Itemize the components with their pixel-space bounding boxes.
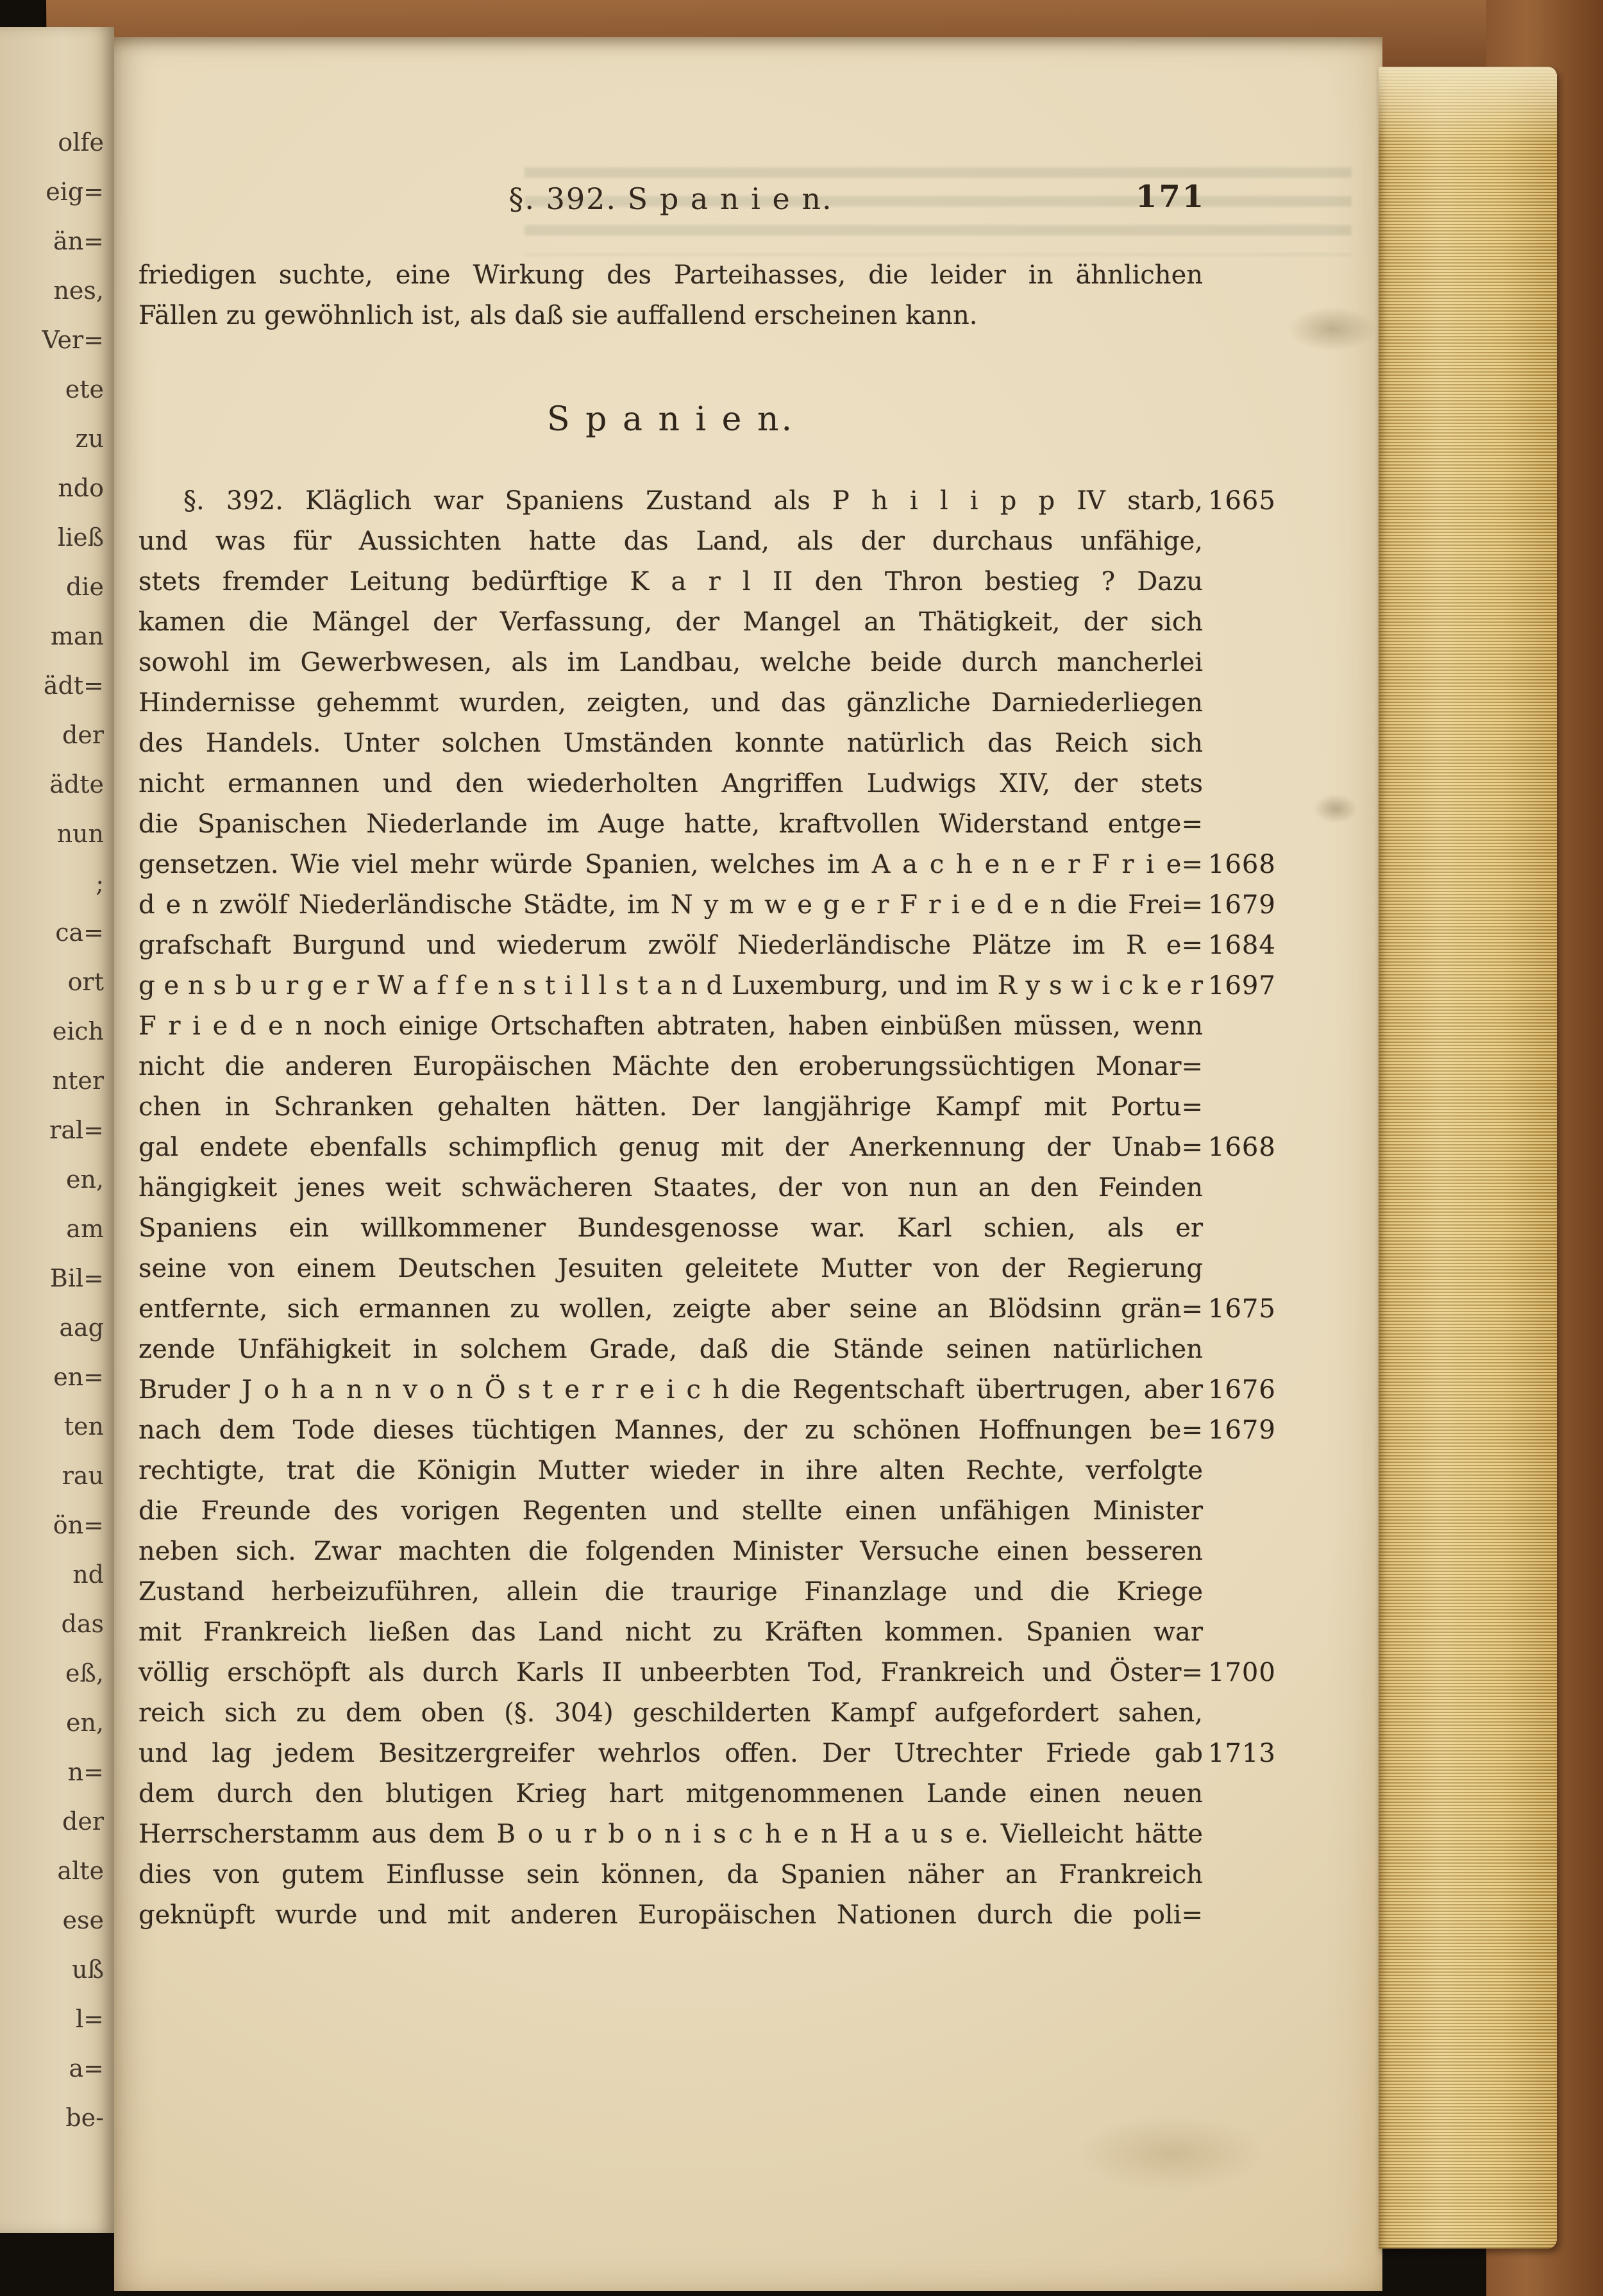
text-line (138, 1774, 1203, 1814)
line-text: g e n s b u r g e r W a f f e n s t i l l s t a n d Luxemburg, und im R y s w i c k e r (138, 971, 1203, 1000)
margin-year: 1679 (1208, 1415, 1276, 1445)
page-header (138, 179, 1206, 223)
facing-page-fragment (0, 316, 114, 365)
text-line (138, 845, 1276, 885)
text-line (138, 296, 1203, 336)
facing-page-fragment (0, 1303, 114, 1353)
line-text: ese (62, 1906, 104, 1934)
text-line (138, 966, 1276, 1006)
facing-page-fragment (0, 513, 114, 562)
line-text: Zustand herbeizuführen, allein die traurige Finanzlage und die Kriege (138, 1577, 1203, 1607)
text-line (138, 723, 1203, 764)
facing-page-fragment (0, 2044, 114, 2093)
facing-page-fragment (0, 859, 114, 908)
line-text: eß, (65, 1659, 104, 1687)
facing-page-fragment (0, 464, 114, 513)
facing-page-fragment (0, 1600, 114, 1649)
line-text: sowohl im Gewerbwesen, als im Landbau, welche beide durch mancherlei (138, 648, 1203, 677)
line-text: ca= (55, 918, 104, 947)
facing-page-fragment (0, 1797, 114, 1846)
facing-page-fragment (0, 1995, 114, 2044)
line-text: geknüpft wurde und mit anderen Europäischen Nationen durch die poli= (138, 1900, 1203, 1930)
line-text: nun (56, 820, 104, 848)
text-line (138, 1289, 1276, 1329)
text-line (138, 562, 1203, 602)
line-text: ndo (58, 474, 104, 502)
line-text: die (66, 573, 104, 601)
line-text: der (62, 721, 104, 749)
line-text: die Freunde des vorigen Regenten und stellte einen unfähigen Minister (138, 1496, 1203, 1526)
facing-page-fragment (0, 2093, 114, 2143)
line-text: des Handels. Unter solchen Umständen konnte natürlich das Reich sich (138, 729, 1203, 758)
facing-page-fragment (0, 1501, 114, 1550)
text-line (138, 804, 1203, 845)
facing-page-fragment (0, 661, 114, 711)
text-line (138, 1693, 1203, 1734)
text-line (138, 255, 1203, 296)
line-text: n= (67, 1758, 104, 1786)
line-text: seine von einem Deutschen Jesuiten geleitete Mutter von der Regierung (138, 1254, 1203, 1283)
line-text: Bil= (49, 1264, 104, 1292)
facing-page-fragment (0, 908, 114, 958)
line-text: ; (96, 869, 104, 897)
line-text: en, (65, 1165, 104, 1194)
text-line (138, 925, 1276, 966)
facing-page-fragment (0, 167, 114, 217)
facing-page-fragment (0, 1846, 114, 1896)
line-text: §. 392. Kläglich war Spaniens Zustand als P h i l i p p IV starb, (183, 486, 1203, 516)
text-line (138, 1006, 1203, 1047)
line-text: Herrscherstamm aus dem B o u r b o n i s c h e n H a u s e. Vielleicht hätte (138, 1819, 1203, 1849)
facing-page-fragment (0, 1106, 114, 1155)
facing-page-fragment (0, 809, 114, 859)
text-line (138, 1127, 1276, 1168)
paper-stain (1288, 307, 1377, 351)
facing-page-fragment (0, 1155, 114, 1204)
line-text: man (50, 622, 104, 650)
line-text: gal endete ebenfalls schimpflich genug mit der Anerkennung der Unab= (138, 1133, 1203, 1162)
facing-page-fragment (0, 1451, 114, 1501)
facing-page-fragment (0, 612, 114, 661)
text-line (138, 1895, 1203, 1936)
line-text: l= (76, 2005, 104, 2033)
text-line (138, 1410, 1276, 1451)
line-text: ädt= (43, 671, 104, 700)
text-line (138, 1734, 1276, 1774)
facing-page-fragment (0, 1402, 114, 1451)
text-line (138, 643, 1203, 683)
line-text: a= (69, 2054, 104, 2082)
facing-page-fragment (0, 217, 114, 266)
line-text: uß (72, 1955, 104, 1984)
margin-year: 1697 (1208, 971, 1276, 1000)
line-text: Fällen zu gewöhnlich ist, als daß sie auffallend erscheinen kann. (138, 301, 978, 330)
facing-page-fragment (0, 958, 114, 1007)
line-text: aag (59, 1313, 104, 1342)
text-line (138, 481, 1276, 521)
text-line (138, 1087, 1203, 1127)
text-line (138, 1047, 1203, 1087)
text-line (138, 885, 1276, 925)
text-line (138, 1855, 1203, 1895)
margin-year: 1665 (1208, 486, 1276, 516)
line-text: mit Frankreich ließen das Land nicht zu Kräften kommen. Spanien war (138, 1617, 1203, 1647)
line-text: rechtigte, trat die Königin Mutter wieder in ihre alten Rechte, verfolgte (138, 1456, 1203, 1485)
margin-year: 1668 (1208, 850, 1276, 879)
line-text: alte (57, 1857, 104, 1885)
line-text: das (61, 1610, 104, 1638)
line-text: reich sich zu dem oben (§. 304) geschilderten Kampf aufgefordert sahen, (138, 1698, 1203, 1728)
line-text: stets fremder Leitung bedürftige K a r l II den Thron bestieg ? Dazu (138, 567, 1203, 596)
text-line (138, 1168, 1203, 1208)
facing-page-fragment (0, 1353, 114, 1402)
facing-page-fragment (0, 1007, 114, 1056)
line-text: nes, (53, 276, 104, 305)
margin-year: 1668 (1208, 1133, 1276, 1162)
fore-edge-top-highlight (1379, 67, 1557, 144)
line-text: Hindernisse gehemmt wurden, zeigten, und das gänzliche Darniederliegen (138, 688, 1203, 718)
line-text: der (62, 1807, 104, 1836)
text-line (138, 521, 1203, 562)
facing-page-fragment (0, 365, 114, 414)
margin-year: 1684 (1208, 931, 1276, 960)
facing-page-edge (0, 27, 114, 2233)
line-text: am (66, 1215, 104, 1243)
facing-page-fragment (0, 1748, 114, 1797)
line-text: friedigen suchte, eine Wirkung des Parteihasses, die leider in ähnlichen (138, 260, 1203, 290)
text-line (138, 1532, 1203, 1572)
paper-stain (1076, 2115, 1268, 2192)
text-line (138, 683, 1203, 723)
line-text: kamen die Mängel der Verfassung, der Mangel an Thätigkeit, der sich (138, 607, 1203, 637)
line-text: gensetzen. Wie viel mehr würde Spanien, welches im A a c h e n e r F r i e= (138, 850, 1203, 879)
margin-year: 1676 (1208, 1375, 1276, 1405)
text-line (138, 602, 1203, 643)
line-text: Ver= (42, 326, 104, 354)
margin-year: 1675 (1208, 1294, 1276, 1324)
fore-edge-page-stack (1379, 67, 1557, 2249)
line-text: ral= (49, 1116, 104, 1144)
line-text: Bruder J o h a n n v o n Ö s t e r r e i c h die Regentschaft übertrugen, aber (138, 1375, 1203, 1405)
intro-paragraph (138, 255, 1203, 336)
text-line (138, 1491, 1203, 1532)
line-text: än= (53, 227, 104, 255)
line-text: ön= (53, 1511, 104, 1539)
line-text: d e n zwölf Niederländische Städte, im N y m w e g e r F r i e d e n die Frei= (138, 890, 1203, 920)
line-text: nicht die anderen Europäischen Mächte den eroberungssüchtigen Monar= (138, 1052, 1203, 1081)
margin-year: 1713 (1208, 1739, 1276, 1768)
line-text: F r i e d e n noch einige Ortschaften abtraten, haben einbüßen müssen, wenn (138, 1011, 1203, 1041)
line-text: chen in Schranken gehalten hätten. Der langjährige Kampf mit Portu= (138, 1092, 1203, 1122)
facing-page-fragment (0, 1698, 114, 1748)
main-paragraph (138, 481, 1276, 1936)
page-number: 171 (1136, 179, 1206, 215)
line-text: olfe (58, 128, 104, 156)
book-page (114, 37, 1382, 2291)
facing-page-fragment (0, 118, 114, 167)
text-line (138, 1249, 1203, 1289)
line-text: dem durch den blutigen Krieg hart mitgenommenen Lande einen neuen (138, 1779, 1203, 1809)
text-line (138, 1612, 1203, 1653)
text-line (138, 764, 1203, 804)
line-text: hängigkeit jenes weit schwächeren Staates, der von nun an den Feinden (138, 1173, 1203, 1203)
line-text: nicht ermannen und den wiederholten Angriffen Ludwigs XIV, der stets (138, 769, 1203, 798)
facing-page-fragment (0, 1896, 114, 1945)
facing-page-fragment (0, 1254, 114, 1303)
line-text: zu (75, 425, 104, 453)
line-text: grafschaft Burgund und wiederum zwölf Niederländische Plätze im R e= (138, 931, 1203, 960)
text-line (138, 1572, 1203, 1612)
line-text: eig= (46, 178, 104, 206)
facing-page-fragment (0, 1204, 114, 1254)
facing-page-fragment (0, 266, 114, 316)
text-line (138, 1370, 1276, 1410)
facing-page-fragment (0, 1550, 114, 1600)
facing-page-fragment (0, 711, 114, 760)
text-line (138, 1329, 1203, 1370)
line-text: en= (53, 1363, 104, 1391)
line-text: zende Unfähigkeit in solchem Grade, daß die Stände seinen natürlichen (138, 1335, 1203, 1364)
line-text: dies von gutem Einflusse sein können, da Spanien näher an Frankreich (138, 1860, 1203, 1889)
facing-page-fragment (0, 1945, 114, 1995)
running-head: §. 392. S p a n i e n. (508, 181, 833, 216)
facing-page-fragment (0, 562, 114, 612)
paper-stain (1313, 794, 1358, 823)
line-text: und lag jedem Besitzergreifer wehrlos offen. Der Utrechter Friede gab (138, 1739, 1203, 1768)
line-text: ädte (49, 770, 104, 798)
facing-page-fragment (0, 414, 114, 464)
line-text: be- (65, 2104, 104, 2132)
text-line (138, 1653, 1276, 1693)
line-text: entfernte, sich ermannen zu wollen, zeigte aber seine an Blödsinn grän= (138, 1294, 1203, 1324)
line-text: die Spanischen Niederlande im Auge hatte, kraftvollen Widerstand entge= (138, 809, 1203, 839)
line-text: ort (67, 968, 104, 996)
text-line (138, 1451, 1203, 1491)
margin-year: 1700 (1208, 1658, 1276, 1687)
facing-page-fragment (0, 1056, 114, 1106)
line-text: völlig erschöpft als durch Karls II unbeerbten Tod, Frankreich und Öster= (138, 1658, 1203, 1687)
facing-page-fragment (0, 760, 114, 809)
line-text: eich (52, 1017, 104, 1045)
line-text: rau (62, 1462, 104, 1490)
line-text: ten (63, 1412, 104, 1440)
line-text: ete (65, 375, 104, 403)
line-text: Spaniens ein willkommener Bundesgenosse war. Karl schien, als er (138, 1213, 1203, 1243)
line-text: und was für Aussichten hatte das Land, als der durchaus unfähige, (138, 527, 1203, 556)
line-text: ließ (57, 523, 104, 552)
text-line (138, 1208, 1203, 1249)
text-line (138, 1814, 1203, 1855)
line-text: nter (52, 1067, 104, 1095)
line-text: nach dem Tode dieses tüchtigen Mannes, der zu schönen Hoffnungen be= (138, 1415, 1203, 1445)
margin-year: 1679 (1208, 890, 1276, 920)
line-text: neben sich. Zwar machten die folgenden Minister Versuche einen besseren (138, 1537, 1203, 1566)
facing-page-fragment (0, 1649, 114, 1698)
line-text: en, (65, 1709, 104, 1737)
line-text: nd (72, 1560, 104, 1589)
section-heading: S p a n i e n. (546, 400, 794, 439)
